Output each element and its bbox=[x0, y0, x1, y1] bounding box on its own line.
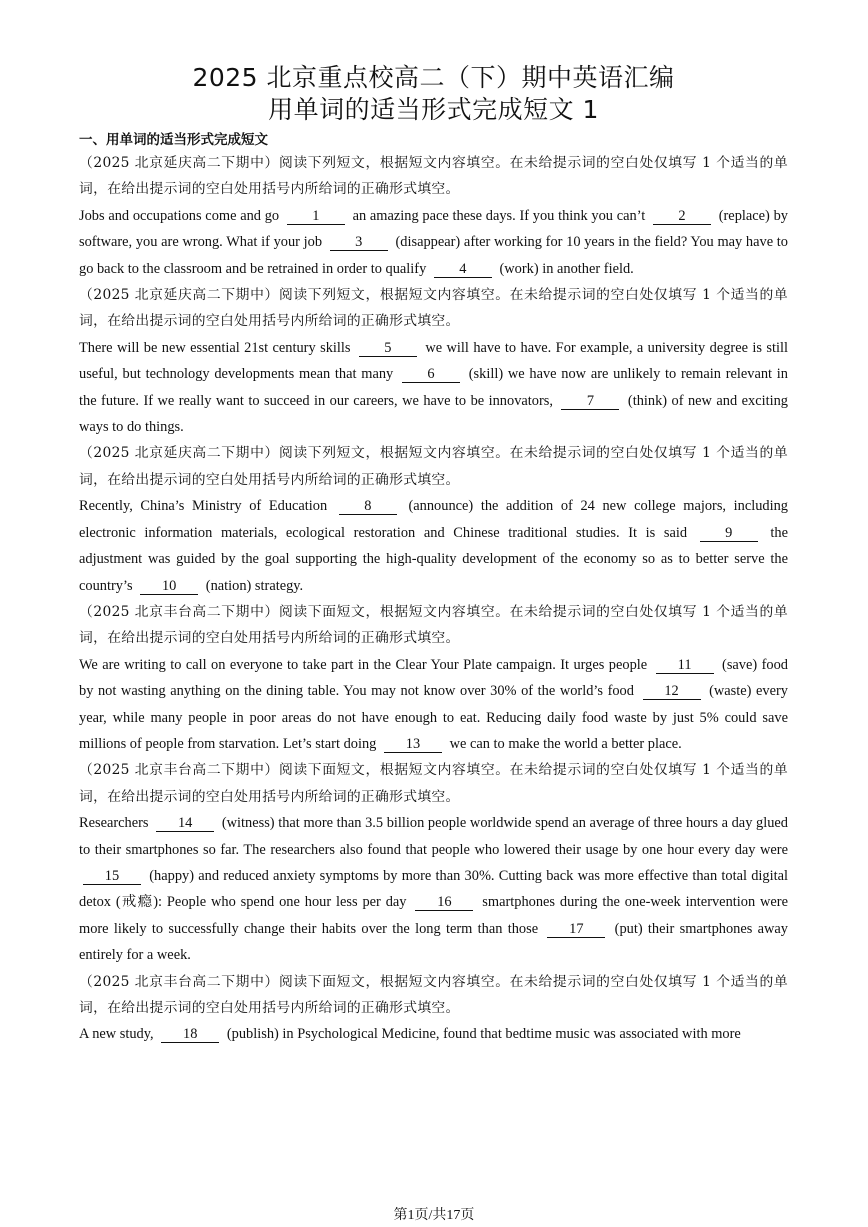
passage bbox=[79, 150, 788, 282]
document-title-line2: 用单词的适当形式完成短文 1 bbox=[268, 95, 599, 124]
passage-instructions: （2025 北京延庆高二下期中）阅读下列短文，根据短文内容填空。在未给提示词的空白处仅填写 1 个适当的单词，在给出提示词的空白处用括号内所给词的正确形式填空。 bbox=[79, 155, 788, 198]
passage-text-segment: (disappear) after working for 10 years in the field? You may have to go back to the classroom and be retrained in order to qualify bbox=[79, 234, 788, 277]
answer-blank[interactable]: 18 bbox=[161, 1026, 219, 1043]
passage-text-segment: There will be new essential 21st century skills bbox=[79, 339, 351, 356]
passage bbox=[79, 282, 788, 440]
passage-text-segment: we will have to have. For example, a university degree is still useful, but technology developments mean that many bbox=[79, 339, 788, 383]
answer-blank[interactable]: 4 bbox=[434, 261, 492, 278]
passage-text bbox=[79, 203, 788, 282]
passage-instructions: （2025 北京丰台高二下期中）阅读下面短文，根据短文内容填空。在未给提示词的空白处仅填写 1 个适当的单词，在给出提示词的空白处用括号内所给词的正确形式填空。 bbox=[79, 762, 788, 805]
answer-blank[interactable]: 8 bbox=[339, 498, 397, 515]
passage bbox=[79, 440, 788, 598]
passage-text-segment: (nation) strategy. bbox=[205, 577, 304, 594]
passage-text-segment: Recently, China’s Ministry of Education bbox=[79, 498, 328, 515]
passage-text bbox=[79, 810, 788, 968]
answer-blank[interactable]: 14 bbox=[156, 815, 214, 832]
passage-text bbox=[79, 1021, 788, 1047]
passage-instructions: （2025 北京丰台高二下期中）阅读下面短文，根据短文内容填空。在未给提示词的空白处仅填写 1 个适当的单词，在给出提示词的空白处用括号内所给词的正确形式填空。 bbox=[79, 603, 788, 647]
passage-text-segment: we can to make the world a better place. bbox=[449, 735, 682, 752]
answer-blank[interactable]: 7 bbox=[561, 393, 619, 410]
answer-blank[interactable]: 13 bbox=[384, 736, 442, 753]
document-title-line1: 2025 北京重点校高二（下）期中英语汇编 bbox=[192, 63, 675, 92]
passage-instructions: （2025 北京延庆高二下期中）阅读下列短文，根据短文内容填空。在未给提示词的空白处仅填写 1 个适当的单词，在给出提示词的空白处用括号内所给词的正确形式填空。 bbox=[79, 287, 788, 330]
passage bbox=[79, 599, 788, 757]
answer-blank[interactable]: 9 bbox=[700, 525, 758, 542]
passage-instructions: （2025 北京丰台高二下期中）阅读下面短文，根据短文内容填空。在未给提示词的空白处仅填写 1 个适当的单词，在给出提示词的空白处用括号内所给词的正确形式填空。 bbox=[79, 973, 788, 1016]
passage-text-segment: (skill) we have now are unlikely to remain relevant in the future. If we really want to succeed in our careers, we have to be innovators, bbox=[79, 366, 788, 409]
passage-instructions: （2025 北京延庆高二下期中）阅读下列短文，根据短文内容填空。在未给提示词的空白处仅填写 1 个适当的单词，在给出提示词的空白处用括号内所给词的正确形式填空。 bbox=[79, 445, 788, 488]
answer-blank[interactable]: 11 bbox=[656, 657, 714, 674]
passage-text-segment: A new study, bbox=[79, 1026, 154, 1043]
passage-text-segment: We are writing to call on everyone to take part in the Clear Your Plate campaign. It urges people bbox=[79, 656, 648, 673]
passage-text-segment: (happy) and reduced anxiety symptoms by more than 30%. Cutting back was more effective than total digital detox (戒瘾): People who spend one hour less per day bbox=[79, 867, 788, 911]
passage-text-segment: (announce) the addition of 24 new college majors, including electronic information materials, ecological restoration and Chinese traditional studies. It is said bbox=[79, 498, 788, 541]
answer-blank[interactable]: 17 bbox=[547, 921, 605, 938]
passage-text-segment: (save) food by not wasting anything on the dining table. You may not know over 30% of the world’s food bbox=[79, 656, 788, 700]
answer-blank[interactable]: 1 bbox=[287, 208, 345, 225]
passage-text-segment: (witness) that more than 3.5 billion people worldwide spend an average of three hours a day glued to their smartphones so far. The researchers also found that people who lowered their usage by one hour every day were bbox=[79, 815, 789, 858]
passage bbox=[79, 757, 788, 968]
answer-blank[interactable]: 10 bbox=[140, 578, 198, 595]
passage-text-segment: (think) of new and exciting ways to do things. bbox=[79, 392, 788, 436]
passages bbox=[79, 150, 788, 1048]
answer-blank[interactable]: 15 bbox=[83, 868, 141, 885]
passage-text-segment: (put) their smartphones away entirely for a week. bbox=[79, 920, 788, 964]
passage-text-segment: (waste) every year, while many people in poor areas do not have enough to eat. Reducing daily food waste by just 5% could save millions of people from starvation. Let’s start doing bbox=[79, 683, 788, 752]
passage-text-segment: Researchers bbox=[79, 815, 149, 832]
answer-blank[interactable]: 3 bbox=[330, 234, 388, 251]
passage-text-segment: Jobs and occupations come and go bbox=[79, 207, 280, 224]
page-footer: 第1页/共17页 bbox=[393, 1208, 475, 1223]
answer-blank[interactable]: 6 bbox=[402, 366, 460, 383]
passage-text-segment: smartphones during the one-week intervention were more likely to successfully change their habits over the long term than those bbox=[79, 894, 788, 937]
passage-text-segment: the adjustment was guided by the goal supporting the high-quality development of the economy so as to better serve the country’s bbox=[79, 524, 788, 594]
passage-text-segment: an amazing pace these days. If you think you can’t bbox=[352, 207, 646, 224]
passage-text-segment: (work) in another field. bbox=[499, 260, 634, 277]
passage-text-segment: (replace) by software, you are wrong. What if your job bbox=[79, 207, 788, 251]
passage-text bbox=[79, 335, 788, 441]
passage-text bbox=[79, 652, 788, 758]
passage bbox=[79, 969, 788, 1048]
answer-blank[interactable]: 16 bbox=[415, 894, 473, 911]
answer-blank[interactable]: 5 bbox=[359, 340, 417, 357]
passage-text-segment: (publish) in Psychological Medicine, found that bedtime music was associated with more bbox=[226, 1026, 741, 1043]
answer-blank[interactable]: 12 bbox=[643, 683, 701, 700]
section-heading: 一、用单词的适当形式完成短文 bbox=[79, 132, 268, 148]
passage-text bbox=[79, 493, 788, 599]
answer-blank[interactable]: 2 bbox=[653, 208, 711, 225]
